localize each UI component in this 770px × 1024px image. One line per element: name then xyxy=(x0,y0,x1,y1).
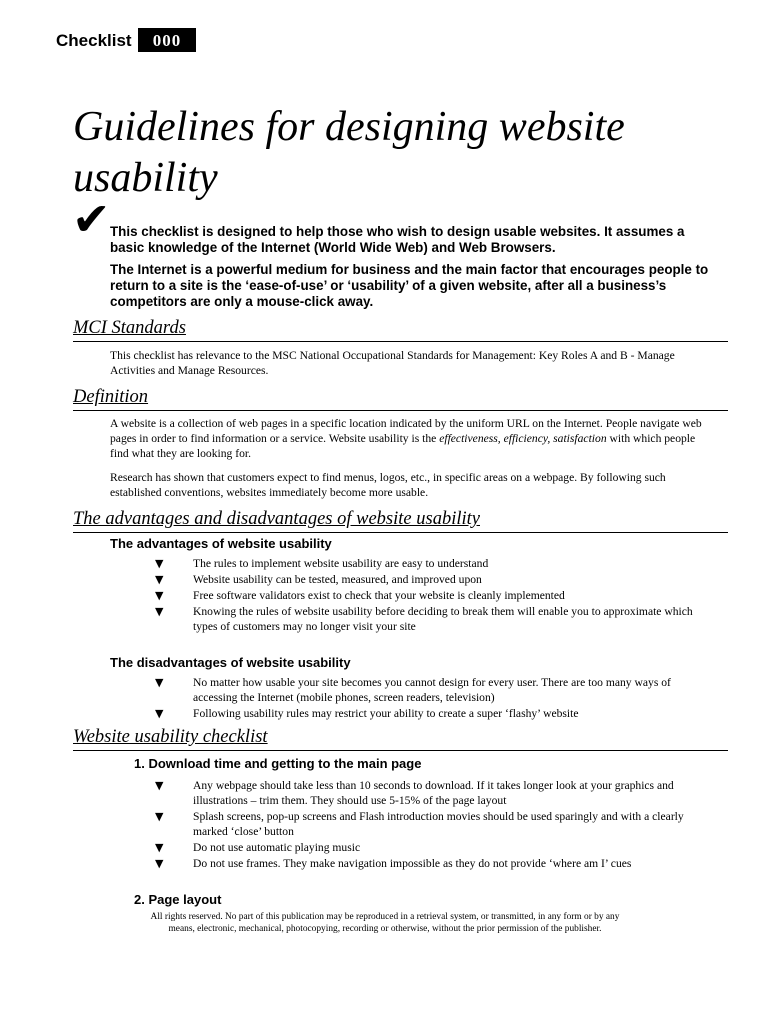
section-heading-checklist-text: Website usability checklist xyxy=(73,727,268,747)
advantages-subheading: The advantages of website usability xyxy=(110,536,332,551)
mci-text: This checklist has relevance to the MSC National Occupational Standards for Management: Key Roles A and B - Manage Activities and Manage Resources. xyxy=(110,349,675,377)
checklist-item-1-list xyxy=(155,778,700,872)
triangle-bullet-icon: ▼ xyxy=(155,810,164,823)
triangle-bullet-icon: ▼ xyxy=(155,573,164,586)
section-heading-definition-text: Definition xyxy=(73,387,149,407)
copyright-footer: All rights reserved. No part of this publication may be reproduced in a retrieval system, or transmitted, in any form or by any means, electronic, mechanical, photocopying, recording or otherwise, without the prior permission of the publisher. xyxy=(150,912,620,934)
list-item: ▼ Knowing the rules of website usability before deciding to break them will enable you to approximate which types of customers may no longer visit your site xyxy=(155,605,693,633)
triangle-bullet-icon: ▼ xyxy=(155,557,164,570)
section-heading-mci xyxy=(73,317,728,342)
triangle-bullet-icon: ▼ xyxy=(155,841,164,854)
definition-emphasis: effectiveness, efficiency, satisfaction xyxy=(439,432,607,445)
checkmark-icon: ✔ xyxy=(72,192,111,246)
triangle-bullet-icon: ▼ xyxy=(155,589,164,602)
checklist-number-badge: 000 xyxy=(138,28,196,52)
checklist-item-2-title: 2. Page layout xyxy=(134,892,222,907)
triangle-bullet-icon: ▼ xyxy=(155,857,164,870)
intro-paragraph-1: This checklist is designed to help those who wish to design usable websites. It assumes a basic knowledge of the Internet (World Wide Web) and Web Browsers. xyxy=(110,224,685,255)
triangle-bullet-icon: ▼ xyxy=(155,707,164,720)
checklist-item-1-title: 1. Download time and getting to the main page xyxy=(134,756,422,771)
checklist-label: Checklist xyxy=(56,31,132,50)
triangle-bullet-icon: ▼ xyxy=(155,605,164,618)
section-heading-advantages-text: The advantages and disadvantages of website usability xyxy=(73,509,480,529)
list-item: ▼ The rules to implement website usability are easy to understand xyxy=(155,557,489,570)
definition-paragraph-1 xyxy=(110,416,710,461)
advantages-list xyxy=(155,556,700,635)
list-item: ▼ Do not use frames. They make navigation impossible as they do not provide ‘where am I’ cues xyxy=(155,857,632,870)
triangle-bullet-icon: ▼ xyxy=(155,779,164,792)
section-heading-mci-text: MCI Standards xyxy=(73,318,186,338)
list-item: ▼ Following usability rules may restrict your ability to create a super ‘flashy’ website xyxy=(155,707,579,720)
page-title: Guidelines for designing website usability xyxy=(73,104,625,201)
triangle-bullet-icon: ▼ xyxy=(155,676,164,689)
list-item: ▼ Splash screens, pop-up screens and Flash introduction movies should be used sparingly and with a clearly marked ‘close’ button xyxy=(155,810,684,838)
list-item: ▼ Any webpage should take less than 10 seconds to download. If it takes longer look at your graphics and illustrations – trim them. They should use 5-15% of the page layout xyxy=(155,779,674,807)
list-item: ▼ Free software validators exist to check that your website is cleanly implemented xyxy=(155,589,565,602)
list-item: ▼ No matter how usable your site becomes you cannot design for every user. There are too many ways of accessing the Internet (mobile phones, screen readers, television) xyxy=(155,676,671,704)
list-item: ▼ Do not use automatic playing music xyxy=(155,841,361,854)
list-item: ▼ Website usability can be tested, measured, and improved upon xyxy=(155,573,482,586)
intro-paragraph-2: The Internet is a powerful medium for business and the main factor that encourages people to return to a site is the ‘ease-of-use’ or ‘usability’ of a given website, after all a business’s competitors are only a mouse-click away. xyxy=(110,262,709,309)
section-heading-advantages xyxy=(73,508,728,533)
section-heading-definition xyxy=(73,386,728,411)
definition-paragraph-2: Research has shown that customers expect to find menus, logos, etc., in specific areas on a webpage. By following such established conventions, websites immediately become more usable. xyxy=(110,471,666,499)
definition-text-a: A website is a collection of web pages in a specific location indicated by the uniform URL on the Internet. People navigate web pages in order to find information or a service. Website usability is the xyxy=(110,417,702,445)
definition-text-b: with which people find what they are looking for. xyxy=(110,432,696,460)
disadvantages-subheading: The disadvantages of website usability xyxy=(110,655,351,670)
disadvantages-list xyxy=(155,675,700,722)
section-heading-checklist xyxy=(73,726,728,751)
